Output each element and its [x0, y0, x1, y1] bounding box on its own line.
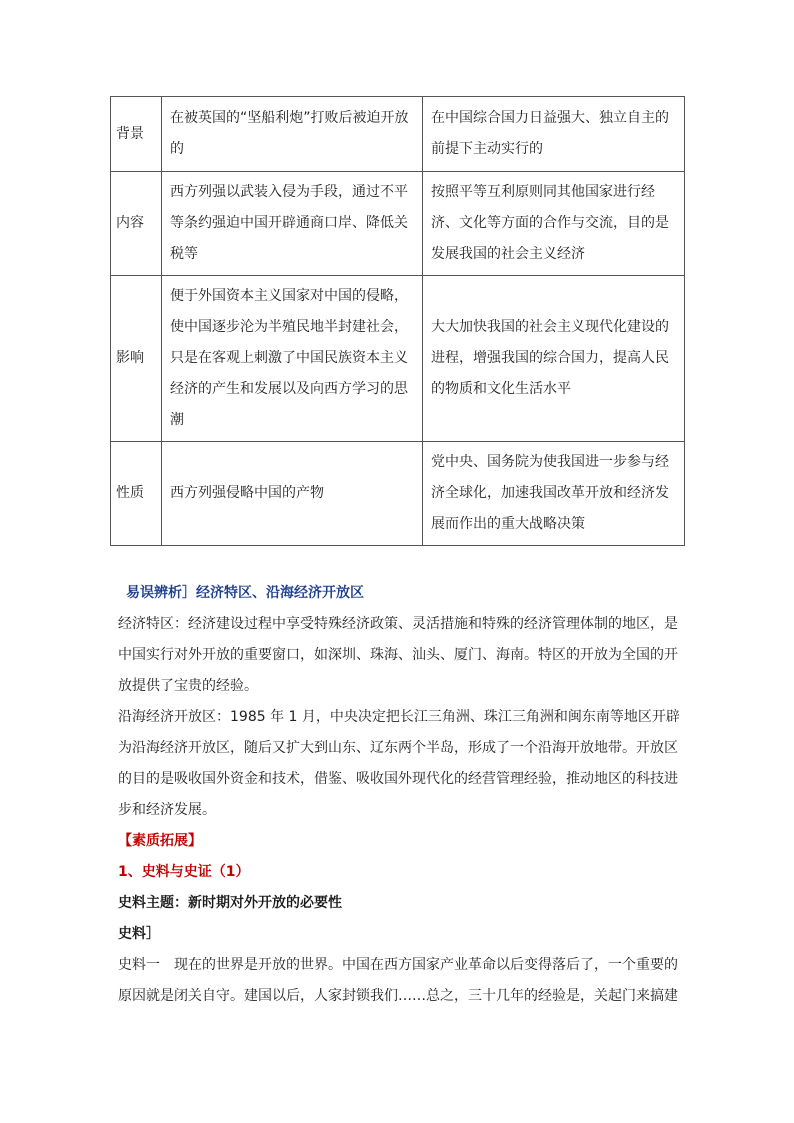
heading-material-theme: 史料主题：新时期对外开放的必要性 [118, 895, 342, 911]
heading-history-evidence: 1、史料与史证（1） [118, 864, 250, 880]
cell-new-nature: 党中央、国务院为使我国进一步参与经济全球化，加速我国改革开放和经济发展而作出的重大战略决策 [423, 442, 685, 546]
comparison-table [110, 96, 685, 546]
row-label-impact: 影响 [111, 276, 162, 442]
cell-new-content: 按照平等互利原则同其他国家进行经济、文化等方面的合作与交流，目的是发展我国的社会主义经济 [423, 172, 685, 276]
table-row-content [111, 172, 685, 276]
cell-old-content: 西方列强以武装入侵为手段，通过不平等条约强迫中国开辟通商口岸、降低关税等 [162, 172, 423, 276]
table-row-impact [111, 276, 685, 442]
body-text [118, 578, 684, 1012]
cell-old-impact: 便于外国资本主义国家对中国的侵略，使中国逐步沦为半殖民地半封建社会，只是在客观上刺激了中国民族资本主义经济的产生和发展以及向西方学习的思潮 [162, 276, 423, 442]
heading-historical-material: 史料］ [118, 926, 160, 942]
paragraph-special-economic-zone: 经济特区：经济建设过程中享受特殊经济政策、灵活措施和特殊的经济管理体制的地区，是中国实行对外开放的重要窗口，如深圳、珠海、汕头、厦门、海南。特区的开放为全国的开放提供了宝贵的经验。 [118, 616, 678, 694]
cell-old-nature: 西方列强侵略中国的产物 [162, 442, 423, 546]
paragraph-coastal-open-area: 沿海经济开放区：1985 年 1 月，中央决定把长江三角洲、珠江三角洲和闽东南等地区开辟为沿海经济开放区，随后又扩大到山东、辽东两个半岛，形成了一个沿海开放地带。开放区的目的是吸收国外资金和技术，借鉴、吸收国外现代化的经营管理经验，推动地区的科技进步和经济发展。 [118, 709, 680, 818]
table-row-nature [111, 442, 685, 546]
paragraph-material-one: 史料一 现在的世界是开放的世界。中国在西方国家产业革命以后变得落后了，一个重要的原因就是闭关自守。建国以后，人家封锁我们……总之，三十几年的经验是，关起门来搞建 [118, 957, 678, 1004]
row-label-nature: 性质 [111, 442, 162, 546]
heading-analysis: 易误辨析］经济特区、沿海经济开放区 [126, 585, 364, 601]
heading-quality-expansion: 【素质拓展】 [118, 833, 202, 849]
cell-old-background: 在被英国的“坚船利炮”打败后被迫开放的 [162, 97, 423, 172]
table-row-background [111, 97, 685, 172]
row-label-content: 内容 [111, 172, 162, 276]
cell-new-background: 在中国综合国力日益强大、独立自主的前提下主动实行的 [423, 97, 685, 172]
cell-new-impact: 大大加快我国的社会主义现代化建设的进程，增强我国的综合国力，提高人民的物质和文化生活水平 [423, 276, 685, 442]
row-label-background: 背景 [111, 97, 162, 172]
